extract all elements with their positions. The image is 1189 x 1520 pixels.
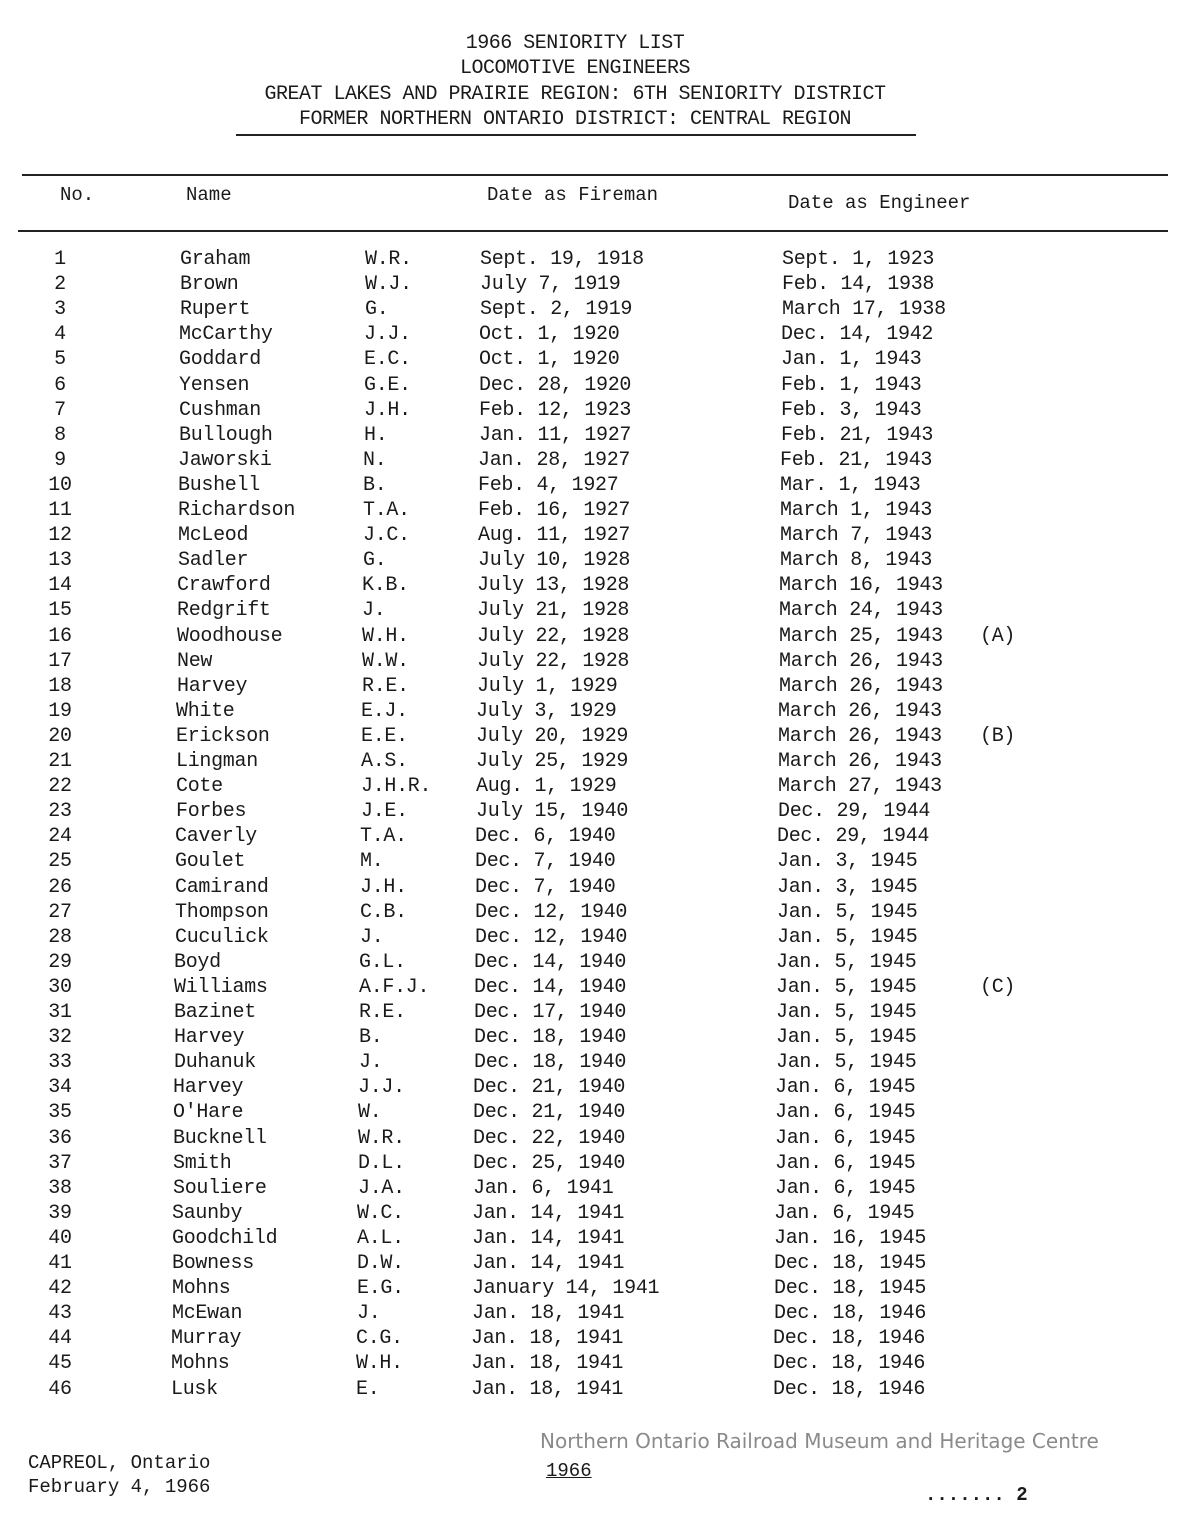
initials: D.W.: [357, 1252, 404, 1275]
date-fireman: Dec. 14, 1940: [474, 975, 627, 999]
table-row: [0, 348, 1189, 373]
date-fireman: Jan. 18, 1941: [471, 1327, 624, 1351]
date-engineer: Jan. 1, 1943: [781, 348, 922, 372]
date-engineer: Jan. 6, 1945: [775, 1126, 916, 1150]
date-fireman: Dec. 6, 1940: [475, 825, 616, 849]
date-engineer: Jan. 5, 1945: [777, 900, 918, 924]
date-fireman: Jan. 18, 1941: [471, 1352, 624, 1376]
date-engineer: Jan. 6, 1945: [775, 1101, 916, 1125]
surname: Bazinet: [174, 1001, 256, 1024]
row-number: 24: [48, 825, 72, 849]
date-engineer: Feb. 1, 1943: [781, 373, 922, 397]
table-row: [0, 725, 1189, 750]
row-number: 15: [48, 599, 72, 623]
date-engineer: Feb. 21, 1943: [781, 423, 934, 447]
date-fireman: Dec. 21, 1940: [473, 1076, 626, 1100]
date-engineer: March 26, 1943: [778, 699, 942, 723]
surname: Cushman: [179, 398, 261, 422]
surname: Goddard: [179, 348, 261, 372]
date-fireman: Aug. 1, 1929: [476, 775, 617, 799]
title-underline: [236, 134, 916, 136]
initials: W.R.: [365, 248, 412, 271]
initials: N.: [363, 448, 387, 472]
row-number: 43: [48, 1302, 72, 1326]
col-header-fireman: Date as Fireman: [487, 184, 659, 206]
table-row: [0, 574, 1189, 599]
row-number: 20: [48, 724, 72, 748]
table-row: [0, 449, 1189, 474]
row-number: 16: [48, 624, 72, 648]
date-fireman: July 22, 1928: [477, 649, 630, 673]
date-fireman: Oct. 1, 1920: [479, 348, 620, 372]
date-engineer: March 24, 1943: [779, 599, 943, 623]
row-number: 35: [48, 1101, 72, 1125]
col-header-engineer: Date as Engineer: [788, 192, 971, 214]
table-row: [0, 951, 1189, 976]
surname: Duhanuk: [174, 1051, 256, 1075]
initials: G.: [363, 549, 387, 573]
table-row: [0, 399, 1189, 424]
surname: Bowness: [172, 1252, 254, 1275]
initials: J.: [362, 599, 386, 623]
table-row: [0, 599, 1189, 624]
date-fireman: July 7, 1919: [480, 273, 621, 297]
title-occupation: LOCOMOTIVE ENGINEERS: [459, 57, 691, 80]
initials: W.R.: [358, 1126, 405, 1150]
date-fireman: January 14, 1941: [472, 1277, 660, 1301]
date-engineer: Mar. 1, 1943: [780, 473, 921, 497]
surname: White: [176, 699, 235, 723]
row-number: 6: [54, 373, 66, 397]
row-number: 5: [54, 348, 66, 372]
initials: B.: [363, 473, 387, 497]
footer-date: February 4, 1966: [28, 1476, 211, 1498]
initials: J.H.: [364, 398, 411, 422]
surname: Saunby: [172, 1201, 243, 1225]
title-district: FORMER NORTHERN ONTARIO DISTRICT: CENTRAL REGION: [298, 108, 852, 131]
table-row: [0, 1202, 1189, 1227]
initials: A.L.: [357, 1226, 404, 1250]
initials: E.E.: [361, 724, 408, 748]
initials: T.A.: [363, 499, 410, 522]
initials: J.C.: [363, 524, 410, 548]
table-row: [0, 1101, 1189, 1126]
date-fireman: Feb. 4, 1927: [478, 473, 619, 497]
initials: R.E.: [362, 674, 409, 698]
surname: Sadler: [178, 549, 249, 573]
date-fireman: July 21, 1928: [477, 599, 630, 623]
row-number: 8: [54, 423, 66, 447]
date-fireman: Jan. 14, 1941: [472, 1201, 625, 1225]
table-row: [0, 298, 1189, 323]
surname: Yensen: [179, 373, 250, 397]
initials: J.: [357, 1302, 381, 1326]
date-engineer: Dec. 18, 1946: [773, 1327, 926, 1351]
table-row: [0, 1051, 1189, 1076]
row-number: 21: [48, 750, 72, 773]
initials: W.H.: [362, 624, 409, 648]
date-fireman: Oct. 1, 1920: [479, 323, 620, 347]
surname: Forbes: [176, 800, 247, 824]
date-engineer: Feb. 3, 1943: [781, 398, 922, 422]
date-engineer: Jan. 5, 1945: [776, 975, 917, 999]
initials: J.J.: [364, 323, 411, 347]
row-number: 44: [48, 1327, 72, 1351]
initials: W.: [358, 1101, 382, 1125]
row-number: 38: [48, 1176, 72, 1200]
table-row: [0, 524, 1189, 549]
date-engineer: Feb. 14, 1938: [782, 273, 935, 297]
initials: E.J.: [361, 699, 408, 723]
row-number: 39: [48, 1201, 72, 1225]
date-fireman: Dec. 22, 1940: [473, 1126, 626, 1150]
row-number: 10: [48, 473, 72, 497]
initials: D.L.: [358, 1151, 405, 1175]
row-number: 28: [48, 925, 72, 949]
row-number: 31: [48, 1001, 72, 1024]
table-row: [0, 750, 1189, 775]
surname: Lingman: [176, 750, 258, 773]
row-number: 17: [48, 649, 72, 673]
row-number: 36: [48, 1126, 72, 1150]
date-fireman: Jan. 14, 1941: [472, 1226, 625, 1250]
table-row: [0, 374, 1189, 399]
table-row: [0, 1026, 1189, 1051]
row-number: 41: [48, 1252, 72, 1275]
date-engineer: March 8, 1943: [780, 549, 933, 573]
row-number: 32: [48, 1026, 72, 1050]
row-number: 37: [48, 1151, 72, 1175]
initials: T.A.: [360, 825, 407, 849]
table-row: [0, 1378, 1189, 1403]
table-row: [0, 1001, 1189, 1026]
surname: Mohns: [172, 1277, 231, 1301]
date-engineer: Sept. 1, 1923: [782, 248, 935, 271]
initials: J.J.: [358, 1076, 405, 1100]
date-engineer: Jan. 5, 1945: [777, 925, 918, 949]
surname: New: [177, 649, 213, 673]
surname: Redgrift: [177, 599, 271, 623]
row-number: 3: [54, 298, 66, 322]
initials: K.B.: [362, 574, 409, 598]
date-fireman: Feb. 16, 1927: [478, 499, 631, 522]
date-engineer: Jan. 5, 1945: [776, 950, 917, 974]
date-engineer: Jan. 6, 1945: [775, 1076, 916, 1100]
date-fireman: Sept. 2, 1919: [480, 298, 633, 322]
row-number: 33: [48, 1051, 72, 1075]
row-number: 30: [48, 975, 72, 999]
page-continuation: ....... 2: [925, 1484, 1028, 1506]
row-number: 19: [48, 699, 72, 723]
surname: Smith: [173, 1151, 232, 1175]
row-number: 40: [48, 1226, 72, 1250]
row-number: 45: [48, 1352, 72, 1376]
row-number: 23: [48, 800, 72, 824]
date-engineer: Dec. 29, 1944: [777, 825, 930, 849]
table-row: [0, 1277, 1189, 1302]
date-fireman: July 25, 1929: [476, 750, 629, 773]
date-fireman: Dec. 25, 1940: [473, 1151, 626, 1175]
initials: G.: [365, 298, 389, 322]
table-row: [0, 323, 1189, 348]
surname: Erickson: [176, 724, 270, 748]
date-fireman: Dec. 18, 1940: [474, 1026, 627, 1050]
date-engineer: Jan. 3, 1945: [777, 875, 918, 899]
row-number: 46: [48, 1377, 72, 1401]
date-engineer: March 7, 1943: [780, 524, 933, 548]
initials: H.: [364, 423, 388, 447]
table-row: [0, 976, 1189, 1001]
initials: J.: [359, 1051, 383, 1075]
surname: Bushell: [178, 473, 260, 497]
row-number: 7: [54, 398, 66, 422]
date-fireman: Dec. 12, 1940: [475, 925, 628, 949]
initials: G.E.: [364, 373, 411, 397]
date-fireman: Dec. 7, 1940: [475, 850, 616, 874]
table-row: [0, 1302, 1189, 1327]
date-fireman: Dec. 28, 1920: [479, 373, 632, 397]
surname: Harvey: [177, 674, 248, 698]
table-row: [0, 1327, 1189, 1352]
date-fireman: Jan. 6, 1941: [473, 1176, 614, 1200]
surname: Mohns: [171, 1352, 230, 1376]
initials: C.B.: [360, 900, 407, 924]
title-region: GREAT LAKES AND PRAIRIE REGION: 6TH SENIORITY DISTRICT: [264, 83, 886, 106]
date-engineer: Jan. 5, 1945: [776, 1026, 917, 1050]
initials: B.: [359, 1026, 383, 1050]
surname: Lusk: [171, 1377, 218, 1401]
date-engineer: March 26, 1943: [778, 750, 942, 773]
row-number: 29: [48, 950, 72, 974]
date-engineer: March 17, 1938: [782, 298, 946, 322]
table-row: [0, 901, 1189, 926]
surname: Graham: [180, 248, 251, 271]
surname: Goulet: [175, 850, 246, 874]
date-fireman: July 13, 1928: [477, 574, 630, 598]
initials: J.H.R.: [361, 775, 432, 799]
row-number: 26: [48, 875, 72, 899]
initials: W.H.: [356, 1352, 403, 1376]
initials: W.J.: [365, 273, 412, 297]
surname: Goodchild: [172, 1226, 278, 1250]
table-row: [0, 625, 1189, 650]
surname: McEwan: [172, 1302, 243, 1326]
table-top-rule: [22, 174, 1168, 176]
row-number: 18: [48, 674, 72, 698]
date-engineer: March 1, 1943: [780, 499, 933, 522]
date-engineer: Jan. 6, 1945: [775, 1176, 916, 1200]
date-fireman: Aug. 11, 1927: [478, 524, 631, 548]
date-engineer: Dec. 29, 1944: [778, 800, 931, 824]
date-engineer: Jan. 6, 1945: [774, 1201, 915, 1225]
surname: McLeod: [178, 524, 249, 548]
surname: Bucknell: [173, 1126, 267, 1150]
table-row: [0, 273, 1189, 298]
initials: E.G.: [357, 1277, 404, 1301]
surname: Rupert: [180, 298, 251, 322]
row-number: 25: [48, 850, 72, 874]
date-fireman: July 1, 1929: [477, 674, 618, 698]
date-fireman: Jan. 11, 1927: [479, 423, 632, 447]
initials: C.G.: [356, 1327, 403, 1351]
date-engineer: March 27, 1943: [778, 775, 942, 799]
row-number: 34: [48, 1076, 72, 1100]
surname: O'Hare: [173, 1101, 244, 1125]
initials: W.W.: [362, 649, 409, 673]
surname: Harvey: [173, 1076, 244, 1100]
row-number: 27: [48, 900, 72, 924]
table-row: [0, 926, 1189, 951]
row-number: 12: [48, 524, 72, 548]
date-fireman: Dec. 18, 1940: [474, 1051, 627, 1075]
initials: A.F.J.: [359, 975, 430, 999]
surname: Boyd: [174, 950, 221, 974]
row-number: 1: [54, 248, 66, 271]
date-fireman: Sept. 19, 1918: [480, 248, 644, 271]
date-fireman: Dec. 7, 1940: [475, 875, 616, 899]
surname: Camirand: [175, 875, 269, 899]
date-engineer: Jan. 5, 1945: [776, 1001, 917, 1024]
surname: Cote: [176, 775, 223, 799]
table-row: [0, 850, 1189, 875]
date-fireman: July 22, 1928: [477, 624, 630, 648]
table-row: [0, 1127, 1189, 1152]
table-row: [0, 549, 1189, 574]
date-fireman: July 20, 1929: [476, 724, 629, 748]
table-row: [0, 800, 1189, 825]
table-row: [0, 424, 1189, 449]
surname: Cuculick: [175, 925, 269, 949]
surname: Murray: [171, 1327, 242, 1351]
surname: McCarthy: [179, 323, 273, 347]
surname: Harvey: [174, 1026, 245, 1050]
initials: W.C.: [357, 1201, 404, 1225]
surname: Brown: [180, 273, 239, 297]
date-engineer: Dec. 18, 1945: [774, 1252, 927, 1275]
surname: Souliere: [173, 1176, 267, 1200]
initials: J.H.: [360, 875, 407, 899]
table-row: [0, 1076, 1189, 1101]
surname: Jaworski: [178, 448, 272, 472]
date-engineer: Jan. 5, 1945: [776, 1051, 917, 1075]
date-fireman: Jan. 18, 1941: [472, 1302, 625, 1326]
table-row: [0, 825, 1189, 850]
row-number: 2: [54, 273, 66, 297]
table-header-rule: [18, 230, 1168, 232]
initials: J.A.: [358, 1176, 405, 1200]
initials: G.L.: [359, 950, 406, 974]
date-fireman: Feb. 12, 1923: [479, 398, 632, 422]
surname: Richardson: [178, 499, 296, 522]
surname: Thompson: [175, 900, 269, 924]
date-fireman: Dec. 17, 1940: [474, 1001, 627, 1024]
date-fireman: Dec. 12, 1940: [475, 900, 628, 924]
watermark: Northern Ontario Railroad Museum and Heritage Centre: [540, 1429, 1099, 1453]
date-fireman: Dec. 21, 1940: [473, 1101, 626, 1125]
row-number: 14: [48, 574, 72, 598]
col-header-name: Name: [186, 184, 232, 206]
table-row: [0, 474, 1189, 499]
date-fireman: July 3, 1929: [476, 699, 617, 723]
note: (A): [980, 624, 1016, 648]
table-row: [0, 650, 1189, 675]
date-engineer: Dec. 18, 1945: [774, 1277, 927, 1301]
date-engineer: March 26, 1943: [779, 649, 943, 673]
surname: Bullough: [179, 423, 273, 447]
table-row: [0, 1177, 1189, 1202]
date-engineer: March 26, 1943: [779, 674, 943, 698]
row-number: 9: [54, 448, 66, 472]
row-number: 42: [48, 1277, 72, 1301]
date-engineer: Dec. 14, 1942: [781, 323, 934, 347]
table-row: [0, 876, 1189, 901]
date-engineer: March 16, 1943: [779, 574, 943, 598]
table-row: [0, 1252, 1189, 1277]
initials: J.E.: [361, 800, 408, 824]
date-fireman: Dec. 14, 1940: [474, 950, 627, 974]
date-fireman: Jan. 28, 1927: [478, 448, 631, 472]
initials: J.: [360, 925, 384, 949]
table-row: [0, 1152, 1189, 1177]
initials: M.: [360, 850, 384, 874]
table-row: [0, 1352, 1189, 1377]
footer-year-stamp: 1966: [546, 1460, 592, 1482]
table-row: [0, 675, 1189, 700]
date-engineer: March 26, 1943: [778, 724, 942, 748]
surname: Woodhouse: [177, 624, 283, 648]
table-row: [0, 1227, 1189, 1252]
table-row: [0, 700, 1189, 725]
initials: E.C.: [364, 348, 411, 372]
table-row: [0, 775, 1189, 800]
date-engineer: Feb. 21, 1943: [780, 448, 933, 472]
date-fireman: Jan. 14, 1941: [472, 1252, 625, 1275]
date-fireman: July 15, 1940: [476, 800, 629, 824]
date-fireman: Jan. 18, 1941: [471, 1377, 624, 1401]
date-engineer: Jan. 3, 1945: [777, 850, 918, 874]
row-number: 11: [48, 499, 72, 522]
date-engineer: Dec. 18, 1946: [773, 1377, 926, 1401]
surname: Williams: [174, 975, 268, 999]
date-fireman: July 10, 1928: [478, 549, 631, 573]
surname: Caverly: [175, 825, 257, 849]
row-number: 13: [48, 549, 72, 573]
date-engineer: Dec. 18, 1946: [774, 1302, 927, 1326]
initials: E.: [356, 1377, 380, 1401]
title-year: 1966 SENIORITY LIST: [465, 32, 685, 55]
col-header-no: No.: [60, 184, 95, 206]
date-engineer: Dec. 18, 1946: [773, 1352, 926, 1376]
footer-place: CAPREOL, Ontario: [28, 1452, 211, 1474]
row-number: 22: [48, 775, 72, 799]
surname: Crawford: [177, 574, 271, 598]
date-engineer: Jan. 6, 1945: [775, 1151, 916, 1175]
table-row: [0, 248, 1189, 273]
date-engineer: March 25, 1943: [779, 624, 943, 648]
initials: R.E.: [359, 1001, 406, 1024]
row-number: 4: [54, 323, 66, 347]
note: (B): [980, 724, 1016, 748]
initials: A.S.: [361, 750, 408, 773]
table-row: [0, 499, 1189, 524]
note: (C): [980, 975, 1016, 999]
date-engineer: Jan. 16, 1945: [774, 1226, 927, 1250]
